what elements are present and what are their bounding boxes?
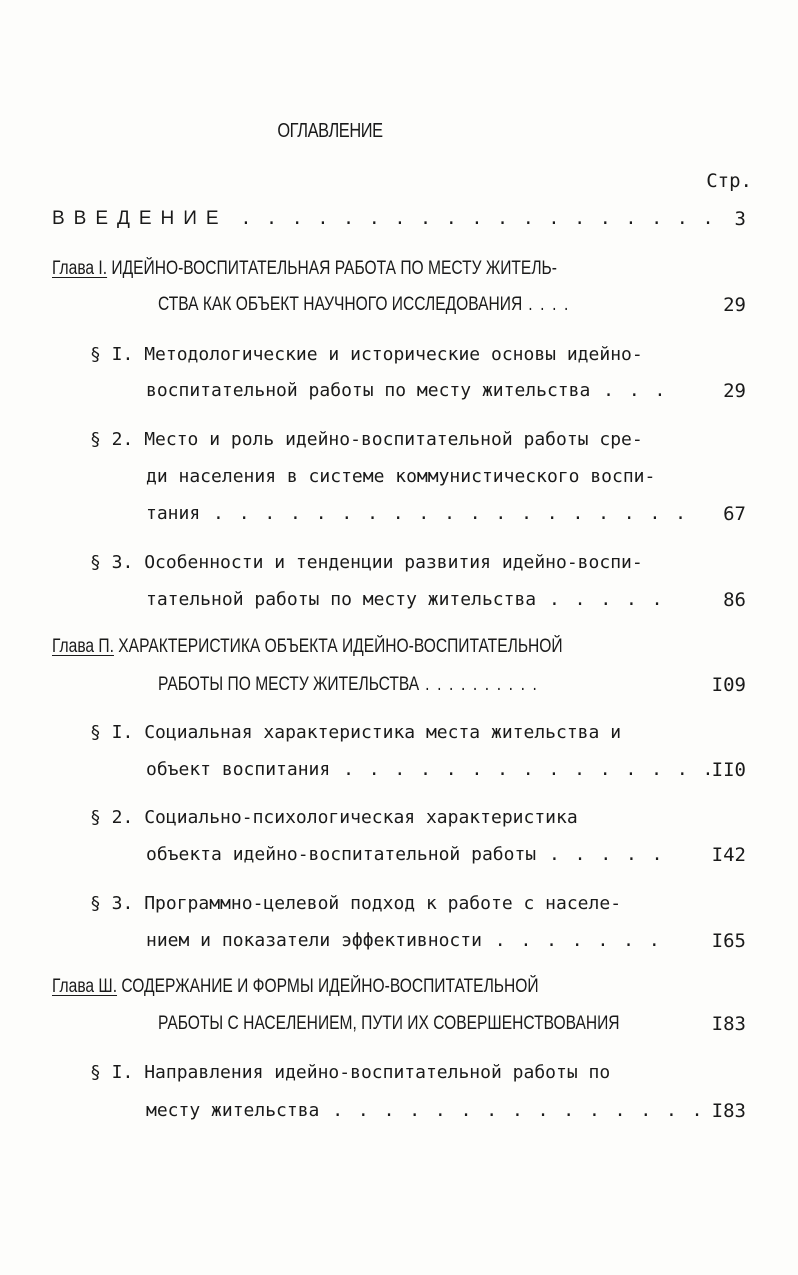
section-label: § 2. (90, 429, 134, 450)
entry-title-line: Особенности и тенденции развития идейно-воспи- (144, 552, 643, 573)
toc-entry-section-2-3 (90, 891, 621, 917)
toc-entry-section-1-1-line2: воспитательной работы по месту жительства . . . (146, 380, 668, 401)
entry-title-line: Место и роль идейно-воспитательной работы сре- (144, 429, 643, 450)
section-label: § 2. (90, 807, 134, 828)
entry-title-line: Направления идейно-воспитательной работы по (144, 1062, 611, 1083)
toc-entry-section-2-2-line2: объекта идейно-воспитательной работы . . . . . (146, 844, 665, 865)
entry-title-line: РАБОТЫ ПО МЕСТУ ЖИТЕЛЬСТВА (158, 674, 420, 695)
entry-title-line: Методологические и исторические основы идейно- (144, 344, 643, 365)
toc-entry-section-3-1-line2: месту жительства . . . . . . . . . . . . . . . (146, 1100, 705, 1121)
chapter-label: Глава I. (52, 258, 108, 279)
page-number: I65 (711, 930, 746, 952)
entry-title-line: объект воспитания (146, 759, 331, 780)
entry-title-line: ХАРАКТЕРИСТИКА ОБЪЕКТА ИДЕЙНО-ВОСПИТАТЕЛЬНОЙ (118, 636, 563, 657)
toc-entry-section-2-3-line2: нием и показатели эффективности . . . . . . . (146, 930, 662, 951)
toc-entry-section-1-3 (90, 550, 643, 576)
entry-title-line: СТВА КАК ОБЪЕКТ НАУЧНОГО ИССЛЕДОВАНИЯ (158, 294, 523, 315)
page-number: 29 (723, 294, 746, 316)
page-number: II0 (711, 759, 746, 781)
entry-title-line: Программно-целевой подход к работе с населе- (144, 893, 622, 914)
entry-title-line: РАБОТЫ С НАСЕЛЕНИЕМ, ПУТИ ИХ СОВЕРШЕНСТВОВАНИЯ (158, 1013, 620, 1034)
entry-title: ВВЕДЕНИЕ (52, 208, 228, 229)
entry-title-line: ИДЕЙНО-ВОСПИТАТЕЛЬНАЯ РАБОТА ПО МЕСТУ ЖИТЕЛЬ- (111, 258, 557, 279)
entry-title-line: тания (146, 503, 201, 524)
toc-title: ОГЛАВЛЕНИЕ (277, 120, 383, 142)
page-number: I09 (711, 674, 746, 696)
chapter-label: Глава П. (52, 636, 114, 657)
section-label: § 3. (90, 893, 134, 914)
chapter-label: Глава Ш. (52, 976, 118, 997)
toc-entry-chapter-3-line2 (158, 1011, 620, 1037)
entry-title-line: объекта идейно-воспитательной работы (146, 844, 537, 865)
toc-entry-section-2-1 (90, 720, 621, 746)
entry-title-line: Социально-психологическая характеристика (144, 807, 578, 828)
page-number: 3 (734, 208, 746, 230)
entry-title-line: СОДЕРЖАНИЕ И ФОРМЫ ИДЕЙНО-ВОСПИТАТЕЛЬНОЙ (121, 976, 539, 997)
page-number: 86 (723, 589, 746, 611)
entry-title-line: тательной работы по месту жительства (146, 589, 537, 610)
page-number: 67 (723, 503, 746, 525)
page-column-label: Стр. (706, 170, 752, 192)
toc-entry-section-1-2-line3: тания . . . . . . . . . . . . . . . . . . . (146, 503, 688, 524)
page-number: 29 (723, 380, 746, 402)
toc-entry-section-1-2 (90, 427, 643, 453)
section-label: § 3. (90, 552, 134, 573)
page-number: I42 (711, 844, 746, 866)
toc-entry-section-1-2-line2 (146, 464, 655, 490)
toc-entry-chapter-2-line2: РАБОТЫ ПО МЕСТУ ЖИТЕЛЬСТВА . . . . . . . . . . (158, 674, 539, 695)
page-number: I83 (711, 1100, 746, 1122)
section-label: § I. (90, 722, 134, 743)
page-number: I83 (711, 1013, 746, 1035)
toc-entry-section-3-1 (90, 1060, 610, 1086)
entry-title-line: месту жительства (146, 1100, 320, 1121)
entry-title-line: воспитательной работы по месту жительства (146, 380, 591, 401)
entry-title-line: Социальная характеристика места жительства и (144, 722, 622, 743)
toc-entry-section-1-1 (90, 342, 643, 368)
entry-title-line: нием и показатели эффективности (146, 930, 482, 951)
toc-entry-introduction: ВВЕДЕНИЕ . . . . . . . . . . . . . . . . . . . (52, 208, 716, 229)
section-label: § I. (90, 344, 134, 365)
toc-entry-chapter-1 (52, 256, 557, 282)
toc-entry-chapter-3 (52, 974, 539, 1000)
entry-title-line: ди населения в системе коммунистического воспи- (146, 466, 656, 487)
toc-entry-chapter-2 (52, 634, 563, 660)
toc-entry-section-1-3-line2: тательной работы по месту жительства . . . . . (146, 589, 665, 610)
toc-entry-section-2-2 (90, 805, 578, 831)
section-label: § I. (90, 1062, 134, 1083)
toc-entry-section-2-1-line2: объект воспитания . . . . . . . . . . . . . . . (146, 759, 716, 780)
toc-entry-chapter-1-line2: СТВА КАК ОБЪЕКТ НАУЧНОГО ИССЛЕДОВАНИЯ . . . . (158, 294, 570, 315)
